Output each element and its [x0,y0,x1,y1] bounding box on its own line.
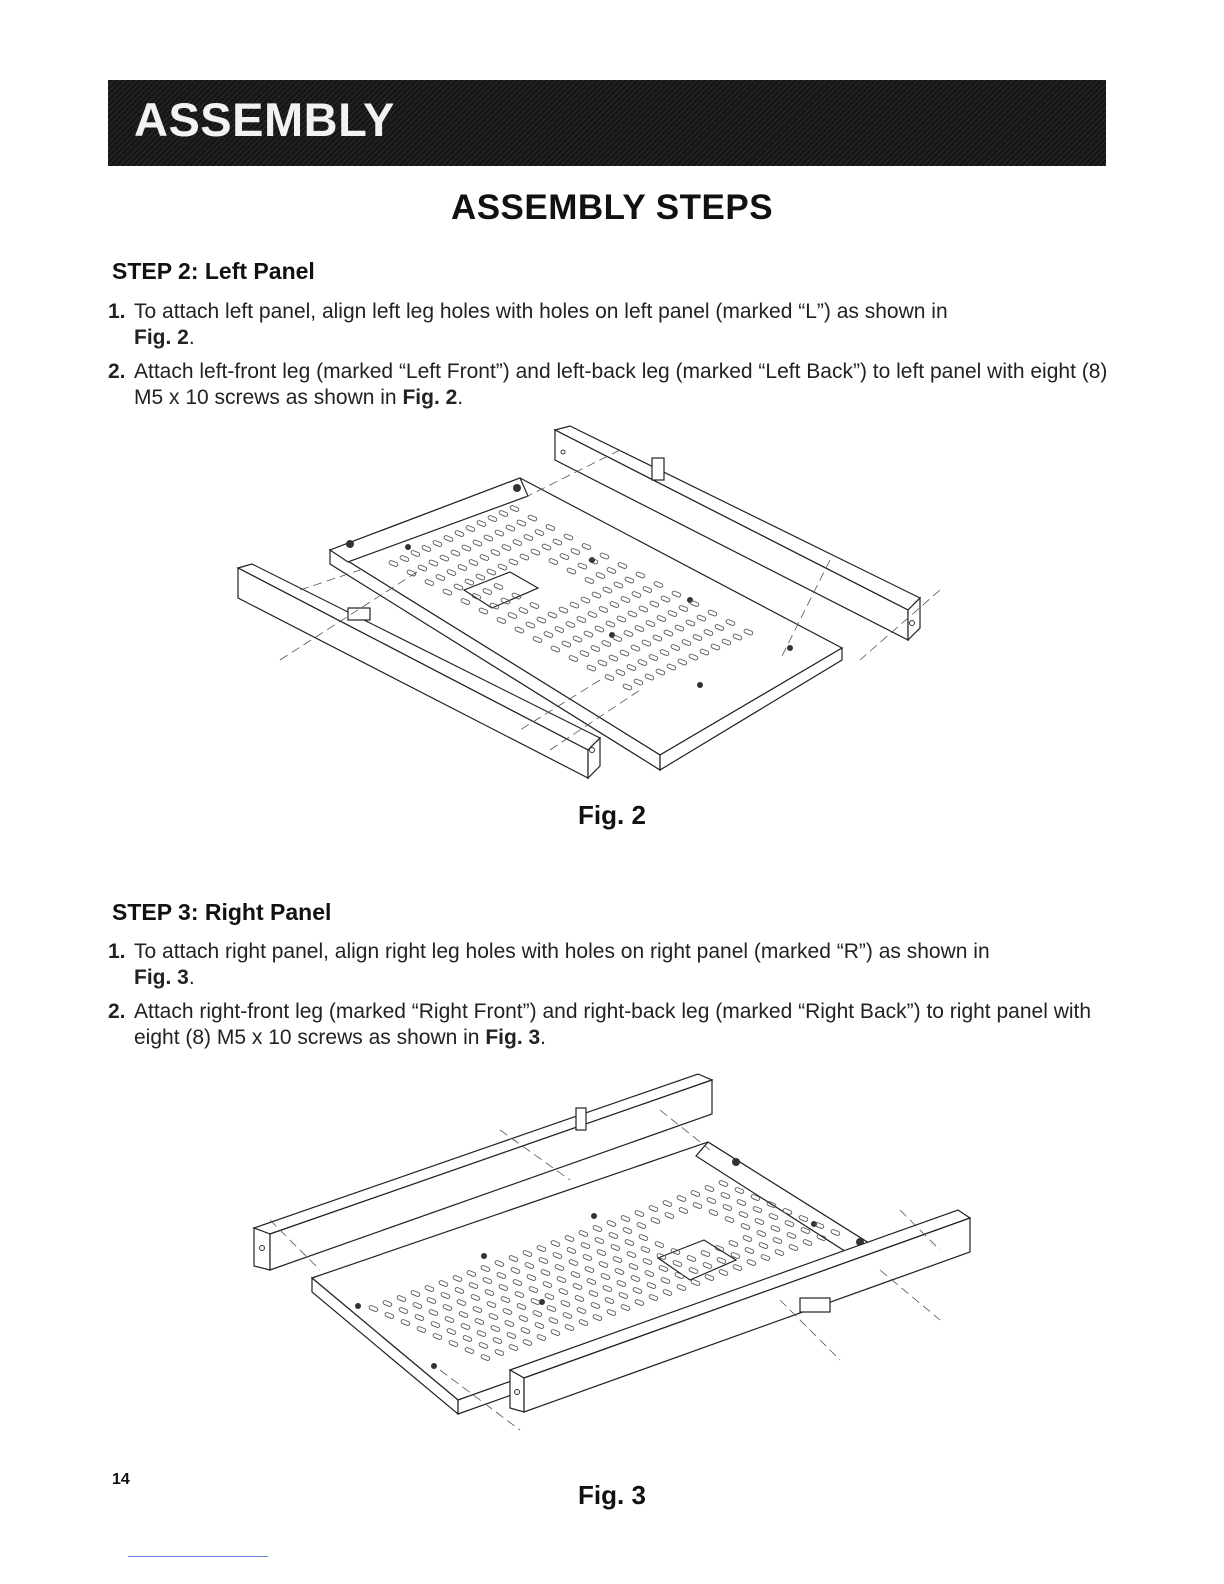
item-text: To attach left panel, align left leg holes with holes on left panel (marked “L”) as shown in [134,300,948,323]
item-number: 1. [108,300,126,323]
page-heading: ASSEMBLY STEPS [450,188,774,227]
figure-reference: Fig. 3 [485,1026,541,1049]
figure-reference: Fig. 3 [134,966,189,989]
item-text: Attach left-front leg (marked “Left Front”) and left-back leg (marked “Left Back”) to left panel with eight (8) M5 x 10 screws as shown in [134,360,1108,409]
step-2-item-1 [108,299,1108,351]
section-banner [108,80,1106,166]
step-2-title: STEP 2: Left Panel [112,258,315,284]
figure-3-caption: Fig. 3 [578,1480,646,1510]
item-number: 2. [108,1000,126,1023]
figure-2-caption: Fig. 2 [578,800,646,830]
figure-reference: Fig. 2 [134,326,189,349]
step-3-item-1 [108,939,1108,991]
step-3-instructions [108,939,1108,1059]
item-end: . [457,386,464,409]
item-end: . [188,326,195,349]
step-3-item-2 [108,999,1108,1051]
step-2-item-2 [108,359,1108,411]
step-3-title: STEP 3: Right Panel [112,899,332,925]
item-text: To attach right panel, align right leg holes with holes on right panel (marked “R”) as shown in [134,940,990,963]
figure-2-left-panel-diagram [220,420,940,780]
figure-3-right-panel-diagram [240,1070,980,1470]
item-end: . [540,1026,547,1049]
footer-rule [128,1556,268,1557]
page-number: 14 [112,1471,130,1488]
banner-title: ASSEMBLY [134,93,395,146]
item-number: 1. [108,940,126,963]
item-number: 2. [108,360,126,383]
item-end: . [188,966,195,989]
step-2-instructions [108,299,1108,419]
item-text: Attach right-front leg (marked “Right Front”) and right-back leg (marked “Right Back”) to right panel with eight (8) M5 x 10 screws as shown in [134,1000,1092,1049]
figure-reference: Fig. 2 [402,386,458,409]
